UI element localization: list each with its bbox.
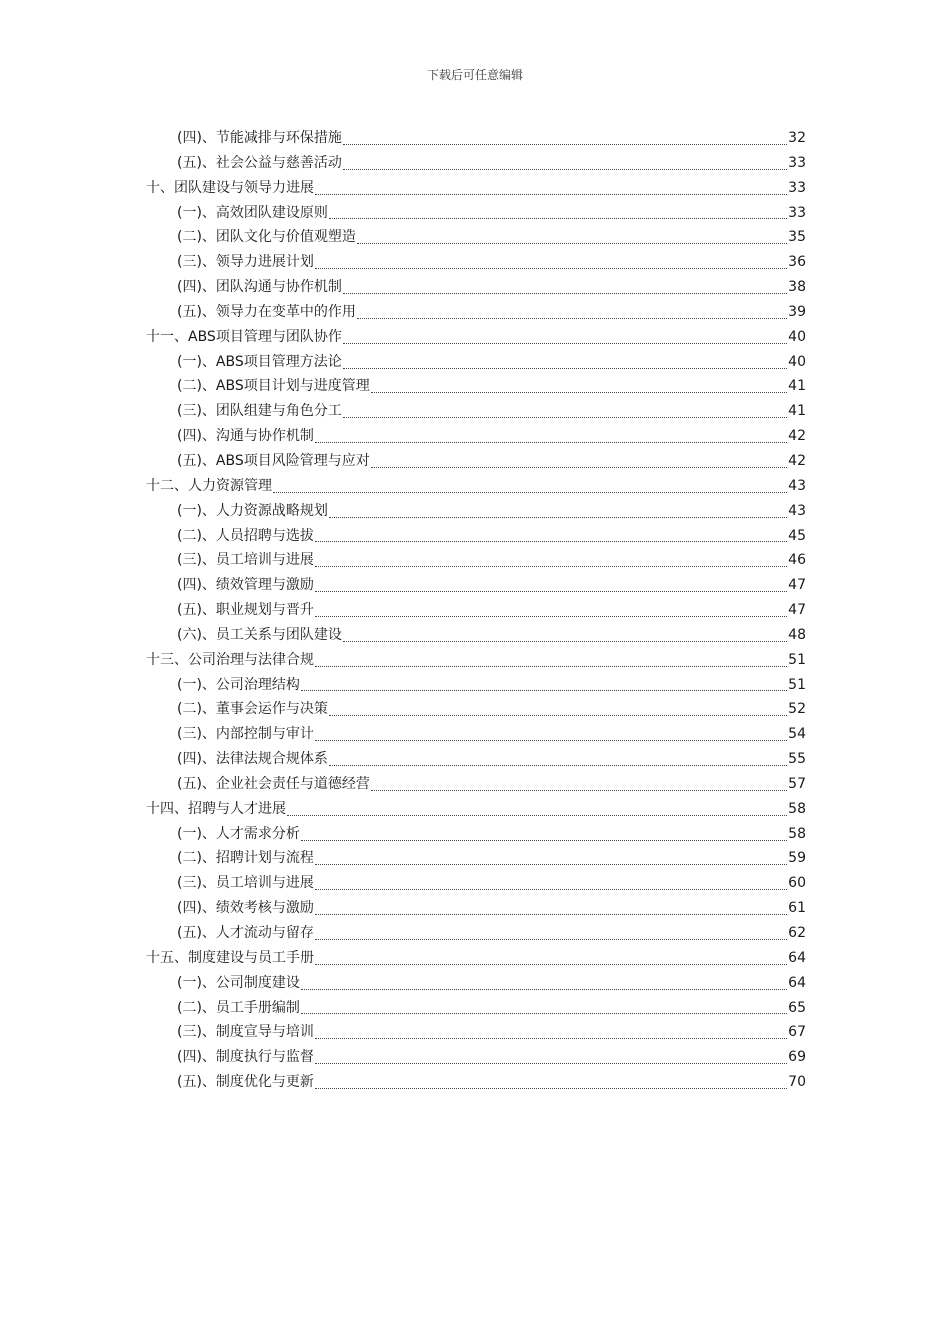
toc-entry-title: (五)、职业规划与晋升 [177, 602, 314, 619]
toc-section-entry[interactable] [146, 374, 806, 399]
toc-section-entry[interactable] [146, 697, 806, 722]
toc-dot-leader [343, 343, 787, 344]
toc-entry-title: 十一、ABS项目管理与团队协作 [146, 328, 342, 345]
toc-dot-leader [301, 989, 787, 990]
toc-entry-title: (四)、绩效管理与激励 [177, 577, 314, 594]
toc-section-entry[interactable] [146, 126, 806, 151]
toc-chapter-entry[interactable] [146, 648, 806, 673]
toc-chapter-entry[interactable] [146, 176, 806, 201]
toc-page-number: 42 [788, 428, 806, 445]
toc-entry-title: (三)、内部控制与审计 [177, 726, 314, 743]
toc-page-number: 43 [788, 477, 806, 494]
toc-dot-leader [315, 268, 787, 269]
toc-page-number: 62 [788, 925, 806, 941]
toc-entry-title: 十、团队建设与领导力进展 [146, 179, 314, 196]
toc-page-number: 58 [788, 800, 806, 817]
toc-section-entry[interactable] [146, 275, 806, 300]
toc-entry-title: (一)、ABS项目管理方法论 [177, 353, 342, 370]
toc-section-entry[interactable] [146, 225, 806, 250]
toc-entry-title: (一)、公司制度建设 [177, 974, 300, 991]
toc-entry-title: (五)、企业社会责任与道德经营 [177, 775, 370, 792]
toc-page-number: 64 [788, 974, 806, 991]
toc-dot-leader [329, 765, 787, 766]
toc-entry-title: (二)、ABS项目计划与进度管理 [177, 378, 370, 395]
toc-entry-title: (五)、人才流动与留存 [177, 925, 314, 941]
toc-page-number: 65 [788, 999, 806, 1016]
toc-page-number: 40 [788, 328, 806, 345]
toc-section-entry[interactable] [146, 151, 806, 176]
toc-section-entry[interactable] [146, 424, 806, 449]
toc-entry-title: (一)、人力资源战略规划 [177, 502, 328, 519]
toc-section-entry[interactable] [146, 772, 806, 797]
toc-page-number: 58 [788, 825, 806, 842]
toc-section-entry[interactable] [146, 524, 806, 549]
toc-chapter-entry[interactable] [146, 797, 806, 822]
toc-entry-title: (三)、员工培训与进展 [177, 552, 314, 569]
toc-section-entry[interactable] [146, 350, 806, 375]
toc-dot-leader [287, 815, 787, 816]
toc-dot-leader [315, 1088, 787, 1089]
toc-entry-title: (一)、公司治理结构 [177, 676, 300, 693]
toc-dot-leader [343, 144, 787, 145]
toc-entry-title: 十二、人力资源管理 [146, 477, 272, 494]
toc-dot-leader [343, 169, 787, 170]
toc-page-number: 47 [788, 577, 806, 594]
toc-dot-leader [343, 641, 787, 642]
toc-section-entry[interactable] [146, 996, 806, 1021]
toc-section-entry[interactable] [146, 1070, 806, 1095]
toc-dot-leader [315, 889, 787, 890]
toc-section-entry[interactable] [146, 896, 806, 921]
toc-dot-leader [315, 194, 787, 195]
toc-page-number: 60 [788, 875, 806, 892]
toc-section-entry[interactable] [146, 921, 806, 946]
toc-dot-leader [315, 566, 787, 567]
toc-entry-title: (四)、制度执行与监督 [177, 1049, 314, 1066]
toc-page-number: 40 [788, 353, 806, 370]
toc-entry-title: (五)、社会公益与慈善活动 [177, 154, 342, 171]
toc-dot-leader [301, 690, 787, 691]
toc-section-entry[interactable] [146, 573, 806, 598]
toc-page-number: 51 [788, 651, 806, 668]
toc-chapter-entry[interactable] [146, 474, 806, 499]
toc-page-number: 51 [788, 676, 806, 693]
toc-page-number: 41 [788, 378, 806, 395]
toc-dot-leader [315, 740, 787, 741]
toc-dot-leader [371, 467, 787, 468]
toc-entry-title: (五)、制度优化与更新 [177, 1074, 314, 1091]
toc-entry-title: 十五、制度建设与员工手册 [146, 949, 314, 966]
toc-section-entry[interactable] [146, 201, 806, 226]
toc-dot-leader [329, 715, 787, 716]
toc-entry-title: (六)、员工关系与团队建设 [177, 626, 342, 643]
toc-page-number: 55 [788, 751, 806, 768]
toc-entry-title: (一)、高效团队建设原则 [177, 204, 328, 221]
toc-entry-title: (四)、沟通与协作机制 [177, 428, 314, 445]
toc-page-number: 64 [788, 949, 806, 966]
toc-page-number: 42 [788, 452, 806, 469]
toc-entry-title: (四)、节能减排与环保措施 [177, 130, 342, 146]
toc-dot-leader [315, 864, 787, 865]
toc-entry-title: (五)、ABS项目风险管理与应对 [177, 452, 370, 469]
toc-dot-leader [315, 1063, 787, 1064]
toc-dot-leader [315, 442, 787, 443]
toc-entry-title: (五)、领导力在变革中的作用 [177, 303, 356, 320]
toc-section-entry[interactable] [146, 623, 806, 648]
toc-chapter-entry[interactable] [146, 946, 806, 971]
toc-entry-title: (三)、领导力进展计划 [177, 254, 314, 271]
toc-dot-leader [273, 492, 787, 493]
toc-section-entry[interactable] [146, 499, 806, 524]
toc-page-number: 39 [788, 303, 806, 320]
toc-section-entry[interactable] [146, 399, 806, 424]
toc-entry-title: (四)、团队沟通与协作机制 [177, 279, 342, 296]
toc-page-number: 47 [788, 602, 806, 619]
toc-dot-leader [301, 840, 787, 841]
toc-entry-title: (四)、绩效考核与激励 [177, 900, 314, 917]
toc-entry-title: (一)、人才需求分析 [177, 825, 300, 842]
toc-section-entry[interactable] [146, 722, 806, 747]
toc-section-entry[interactable] [146, 250, 806, 275]
toc-page-number: 46 [788, 552, 806, 569]
toc-entry-title: (四)、法律法规合规体系 [177, 751, 328, 768]
toc-entry-title: (二)、招聘计划与流程 [177, 850, 314, 867]
toc-entry-title: 十四、招聘与人才进展 [146, 800, 286, 817]
toc-page-number: 33 [788, 154, 806, 171]
toc-page-number: 38 [788, 279, 806, 296]
toc-entry-title: (二)、董事会运作与决策 [177, 701, 328, 718]
page-header: 下载后可任意编辑 [426, 68, 523, 82]
toc-entry-title: (二)、员工手册编制 [177, 999, 300, 1016]
toc-page-number: 35 [788, 229, 806, 246]
toc-entry-title: (三)、团队组建与角色分工 [177, 403, 342, 420]
toc-dot-leader [371, 392, 787, 393]
toc-section-entry[interactable] [146, 1045, 806, 1070]
toc-page-number: 43 [788, 502, 806, 519]
toc-dot-leader [343, 293, 787, 294]
toc-page-number: 54 [788, 726, 806, 743]
toc-entry-title: (三)、员工培训与进展 [177, 875, 314, 892]
toc-page-number: 33 [788, 179, 806, 196]
toc-dot-leader [343, 417, 787, 418]
toc-section-entry[interactable] [146, 673, 806, 698]
toc-section-entry[interactable] [146, 871, 806, 896]
toc-chapter-entry[interactable] [146, 325, 806, 350]
toc-dot-leader [357, 243, 787, 244]
toc-section-entry[interactable] [146, 846, 806, 871]
toc-page-number: 52 [788, 701, 806, 718]
toc-page-number: 45 [788, 527, 806, 544]
table-of-contents [146, 126, 806, 1095]
toc-page-number: 67 [788, 1024, 806, 1041]
toc-dot-leader [315, 616, 787, 617]
toc-section-entry[interactable] [146, 747, 806, 772]
toc-dot-leader [357, 318, 787, 319]
toc-dot-leader [315, 666, 787, 667]
toc-section-entry[interactable] [146, 449, 806, 474]
toc-entry-title: 十三、公司治理与法律合规 [146, 651, 314, 668]
toc-dot-leader [329, 218, 787, 219]
toc-page-number: 33 [788, 204, 806, 221]
toc-section-entry[interactable] [146, 1020, 806, 1045]
toc-page-number: 48 [788, 626, 806, 643]
toc-dot-leader [343, 368, 787, 369]
toc-dot-leader [315, 1038, 787, 1039]
toc-section-entry[interactable] [146, 971, 806, 996]
toc-dot-leader [315, 939, 787, 940]
toc-entry-title: (二)、团队文化与价值观塑造 [177, 229, 356, 246]
toc-dot-leader [329, 517, 787, 518]
toc-dot-leader [371, 790, 787, 791]
toc-dot-leader [315, 914, 787, 915]
toc-page-number: 32 [788, 130, 806, 146]
toc-entry-title: (三)、制度宣导与培训 [177, 1024, 314, 1041]
toc-page-number: 41 [788, 403, 806, 420]
toc-page-number: 70 [788, 1074, 806, 1091]
toc-dot-leader [315, 964, 787, 965]
toc-page-number: 57 [788, 775, 806, 792]
toc-page-number: 59 [788, 850, 806, 867]
toc-page-number: 36 [788, 254, 806, 271]
toc-entry-title: (二)、人员招聘与选拔 [177, 527, 314, 544]
toc-section-entry[interactable] [146, 822, 806, 847]
toc-section-entry[interactable] [146, 300, 806, 325]
toc-section-entry[interactable] [146, 548, 806, 573]
toc-page-number: 61 [788, 900, 806, 917]
toc-page-number: 69 [788, 1049, 806, 1066]
toc-dot-leader [315, 541, 787, 542]
toc-dot-leader [301, 1013, 787, 1014]
toc-dot-leader [315, 591, 787, 592]
toc-section-entry[interactable] [146, 598, 806, 623]
